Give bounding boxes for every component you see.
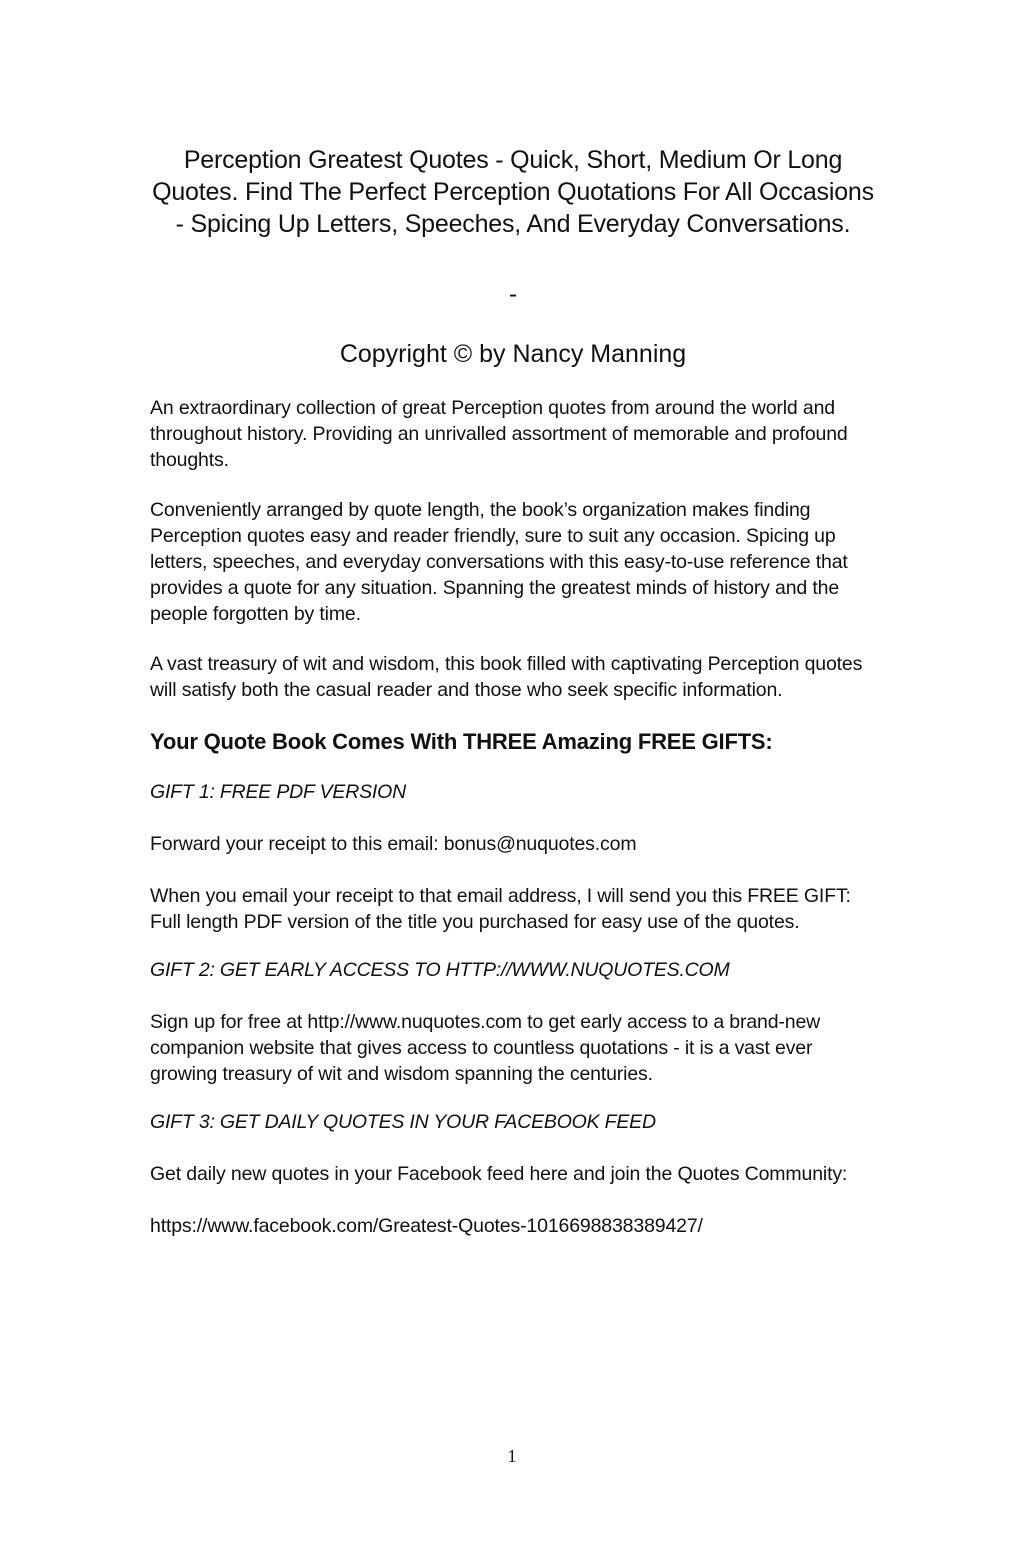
- gift1-email-line: Forward your receipt to this email: bonus@nuquotes.com: [150, 833, 637, 855]
- gift2-description: Sign up for free at http://www.nuquotes.com to get early access to a brand-new companion website that gives access to countless quotations - it is a vast ever growing treasury of wit and wisdom spanning the centuries.: [150, 1011, 821, 1085]
- page-number: 1: [507, 1446, 517, 1466]
- intro-paragraph: A vast treasury of wit and wisdom, this book filled with captivating Perception quotes will satisfy both the casual reader and those who seek specific information.: [150, 653, 863, 701]
- document-page: [150, 144, 876, 1239]
- gifts-heading: Your Quote Book Comes With THREE Amazing FREE GIFTS:: [150, 729, 773, 754]
- gift2-title: GIFT 2: GET EARLY ACCESS TO HTTP://WWW.NUQUOTES.COM: [150, 959, 730, 981]
- gift1-description: When you email your receipt to that email address, I will send you this FREE GIFT: Full length PDF version of the title you purchased for easy use of the quotes.: [150, 885, 851, 933]
- intro-paragraph: Conveniently arranged by quote length, the book’s organization makes finding Perception quotes easy and reader friendly, sure to suit any occasion. Spicing up letters, speeches, and everyday conversations with this easy-to-use reference that provides a quote for any situation. Spanning the greatest minds of history and the people forgotten by time.: [150, 499, 848, 625]
- separator: -: [508, 280, 518, 308]
- gift3-title: GIFT 3: GET DAILY QUOTES IN YOUR FACEBOOK FEED: [150, 1111, 656, 1133]
- facebook-link[interactable]: https://www.facebook.com/Greatest-Quotes-1016698838389427/: [150, 1215, 703, 1237]
- copyright-line: Copyright © by Nancy Manning: [339, 340, 687, 368]
- document-title: Perception Greatest Quotes - Quick, Short, Medium Or Long Quotes. Find The Perfect Perception Quotations For All Occasions - Spicing Up Letters, Speeches, And Everyday Conversations.: [152, 146, 874, 238]
- gift1-title: GIFT 1: FREE PDF VERSION: [150, 781, 406, 803]
- intro-paragraph: An extraordinary collection of great Perception quotes from around the world and throughout history. Providing an unrivalled assortment of memorable and profound thoughts.: [150, 397, 848, 471]
- gift3-description: Get daily new quotes in your Facebook feed here and join the Quotes Community:: [150, 1163, 848, 1185]
